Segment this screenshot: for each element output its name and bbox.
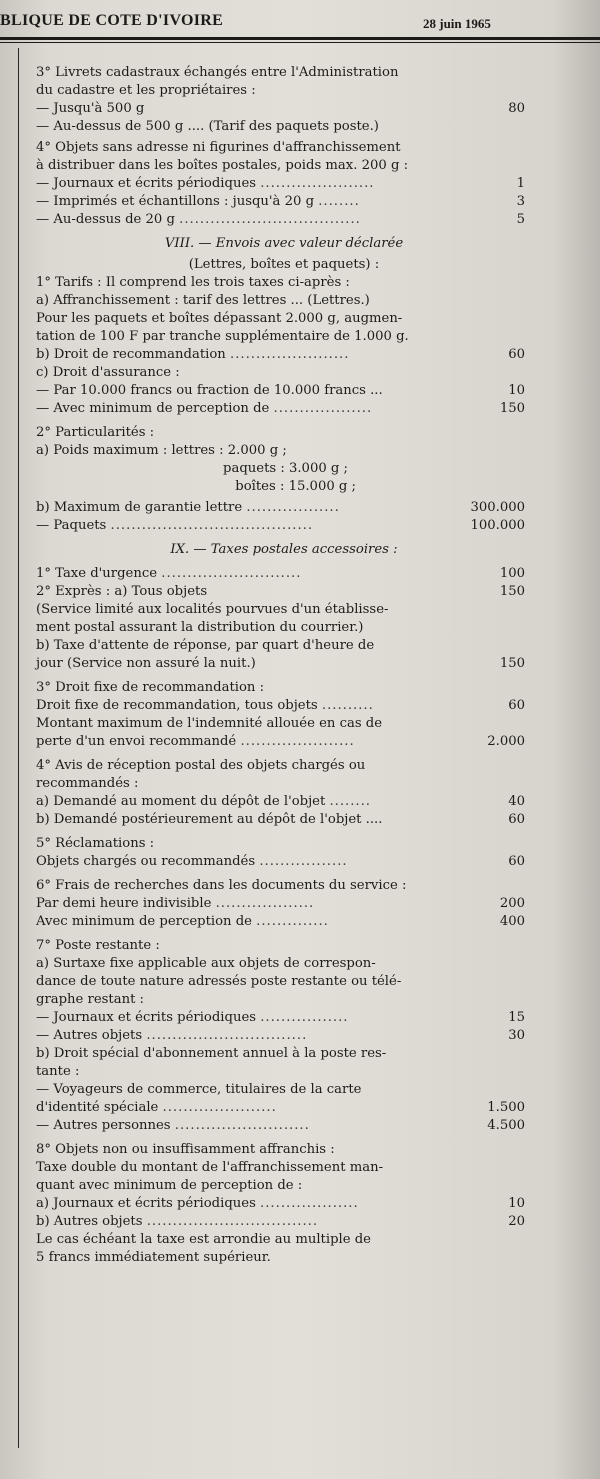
text-line: 1° Tarifs : Il comprend les trois taxes ci-après : (36, 275, 350, 290)
text-line: 3° Droit fixe de recommandation : (36, 680, 265, 695)
text-line: a) Affranchissement : tarif des lettres ... (Lettres.) (36, 293, 370, 308)
text-line: graphe restant : (36, 992, 145, 1007)
text-line: c) Droit d'assurance : (36, 365, 180, 380)
tariff-row: b) Droit de recommandation ....................... 60 (36, 347, 525, 362)
header-rule-thick (0, 37, 600, 40)
tariff-row: b) Maximum de garantie lettre .................. 300.000 (36, 500, 525, 515)
tariff-row: — Journaux et écrits périodiques ...................... 1 (36, 176, 525, 191)
text-line: tante : (36, 1064, 80, 1079)
column-divider (18, 48, 19, 1448)
tariff-row: 2° Exprès : a) Tous objets 150 (36, 584, 525, 599)
text-line: — Au-dessus de 500 g .... (Tarif des paquets poste.) (36, 119, 379, 134)
tariff-value: 100 (499, 566, 525, 581)
tariff-value: 200 (499, 896, 525, 911)
tariff-row: — Par 10.000 francs ou fraction de 10.000 francs ... 10 (36, 383, 525, 398)
tariff-value: 5 (516, 212, 525, 227)
text-line: boîtes : 15.000 g ; (235, 479, 356, 494)
text-line: b) Taxe d'attente de réponse, par quart d'heure de (36, 638, 375, 653)
tariff-value: 100.000 (470, 518, 525, 533)
tariff-row: — Avec minimum de perception de ................... 150 (36, 401, 525, 416)
section-subheading: (Lettres, boîtes et paquets) : (188, 257, 380, 272)
text-line: 3° Livrets cadastraux échangés entre l'Administration (36, 65, 399, 80)
text-line: Montant maximum de l'indemnité allouée en cas de (36, 716, 383, 731)
tariff-value: 150 (499, 656, 525, 671)
tariff-row: 1° Taxe d'urgence ........................... 100 (36, 566, 525, 581)
tariff-value: 400 (499, 914, 525, 929)
tariff-value: 150 (499, 584, 525, 599)
text-line: 5 francs immédiatement supérieur. (36, 1250, 271, 1265)
text-line: 8° Objets non ou insuffisamment affranchis : (36, 1142, 335, 1157)
text-line: à distribuer dans les boîtes postales, poids max. 200 g : (36, 158, 409, 173)
text-line: ment postal assurant la distribution du courrier.) (36, 620, 364, 635)
header-rule-thin (0, 42, 600, 43)
text-line: 5° Réclamations : (36, 836, 155, 851)
text-line: Taxe double du montant de l'affranchissement man- (36, 1160, 384, 1175)
tariff-value: 3 (516, 194, 525, 209)
tariff-row: — Autres objets ............................... 30 (36, 1028, 525, 1043)
text-line: 2° Particularités : (36, 425, 155, 440)
text-line: recommandés : (36, 776, 139, 791)
text-line: tation de 100 F par tranche supplémentaire de 1.000 g. (36, 329, 409, 344)
tariff-row: Droit fixe de recommandation, tous objets .......... 60 (36, 698, 525, 713)
tariff-row: Objets chargés ou recommandés ................. 60 (36, 854, 525, 869)
tariff-row: jour (Service non assuré la nuit.) 150 (36, 656, 525, 671)
tariff-row: b) Autres objets ................................. 20 (36, 1214, 525, 1229)
tariff-value: 20 (508, 1214, 525, 1229)
tariff-value: 4.500 (487, 1118, 525, 1133)
tariff-text (36, 64, 532, 1267)
tariff-row: — Imprimés et échantillons : jusqu'à 20 g ........ 3 (36, 194, 525, 209)
tariff-row: Avec minimum de perception de .............. 400 (36, 914, 525, 929)
tariff-row: perte d'un envoi recommandé ...................... 2.000 (36, 734, 525, 749)
tariff-value: 2.000 (487, 734, 525, 749)
text-line: Pour les paquets et boîtes dépassant 2.000 g, augmen- (36, 311, 403, 326)
tariff-row: — Jusqu'à 500 g 80 (36, 101, 525, 116)
tariff-value: 1.500 (487, 1100, 525, 1115)
header-title: BLIQUE DE COTE D'IVOIRE (0, 12, 224, 29)
tariff-value: 60 (508, 812, 525, 827)
text-line: b) Droit spécial d'abonnement annuel à la poste res- (36, 1046, 387, 1061)
text-line: 4° Objets sans adresse ni figurines d'affranchissement (36, 140, 401, 155)
text-line: dance de toute nature adressés poste restante ou télé- (36, 974, 402, 989)
tariff-row: — Autres personnes .......................... 4.500 (36, 1118, 525, 1133)
text-line: quant avec minimum de perception de : (36, 1178, 303, 1193)
header-date: 28 juin 1965 (423, 16, 491, 31)
page-header (0, 10, 600, 36)
tariff-row: a) Demandé au moment du dépôt de l'objet ........ 40 (36, 794, 525, 809)
tariff-value: 300.000 (470, 500, 525, 515)
text-line: — Voyageurs de commerce, titulaires de la carte (36, 1082, 362, 1097)
tariff-row: b) Demandé postérieurement au dépôt de l'objet .... 60 (36, 812, 525, 827)
section-heading-ix: IX. — Taxes postales accessoires : (170, 542, 398, 557)
tariff-row: — Journaux et écrits périodiques ................. 15 (36, 1010, 525, 1025)
text-line: du cadastre et les propriétaires : (36, 83, 256, 98)
tariff-value: 30 (508, 1028, 525, 1043)
tariff-row: a) Journaux et écrits périodiques ................... 10 (36, 1196, 525, 1211)
tariff-row: — Au-dessus de 20 g ................................... 5 (36, 212, 525, 227)
tariff-value: 60 (508, 854, 525, 869)
tariff-value: 10 (508, 1196, 525, 1211)
tariff-row: Par demi heure indivisible ................... 200 (36, 896, 525, 911)
text-line: (Service limité aux localités pourvues d'un établisse- (36, 602, 389, 617)
text-line: a) Surtaxe fixe applicable aux objets de correspon- (36, 956, 376, 971)
text-line: 4° Avis de réception postal des objets chargés ou (36, 758, 366, 773)
tariff-row: — Paquets ....................................... 100.000 (36, 518, 525, 533)
tariff-value: 150 (499, 401, 525, 416)
tariff-value: 1 (516, 176, 525, 191)
tariff-value: 60 (508, 347, 525, 362)
tariff-value: 40 (508, 794, 525, 809)
tariff-value: 15 (508, 1010, 525, 1025)
text-line: Le cas échéant la taxe est arrondie au multiple de (36, 1232, 371, 1247)
tariff-value: 10 (508, 383, 525, 398)
text-line: paquets : 3.000 g ; (223, 461, 348, 476)
tariff-row: d'identité spéciale ...................... 1.500 (36, 1100, 525, 1115)
text-line: a) Poids maximum : lettres : 2.000 g ; (36, 443, 287, 458)
text-line: 6° Frais de recherches dans les documents du service : (36, 878, 407, 893)
tariff-value: 60 (508, 698, 525, 713)
tariff-value: 80 (508, 101, 525, 116)
text-line: 7° Poste restante : (36, 938, 160, 953)
section-heading-viii: VIII. — Envois avec valeur déclarée (164, 236, 404, 251)
